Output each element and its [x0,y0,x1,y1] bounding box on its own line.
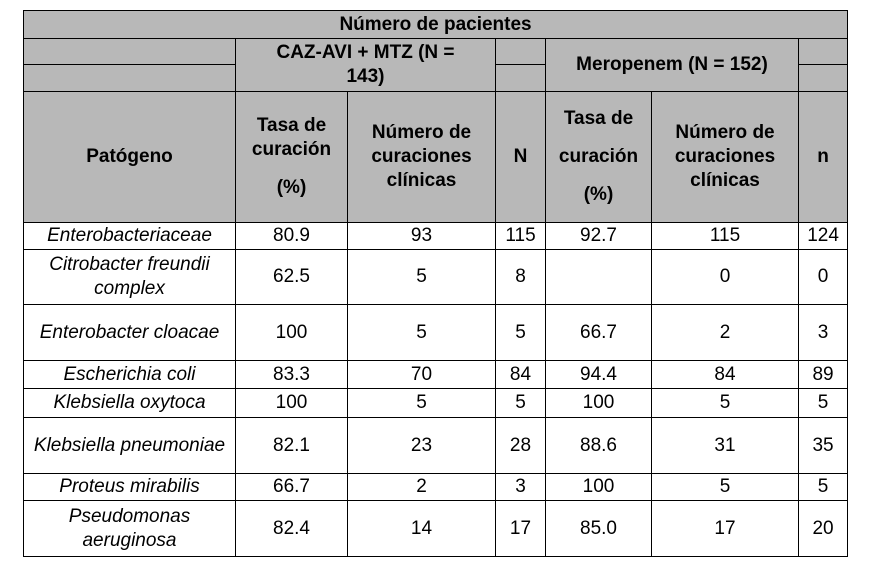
cure-rate-a-cell: 62.5 [236,250,348,305]
cures-b-line3: clínicas [690,170,760,191]
pathogen-cell: Klebsiella pneumoniae [24,418,236,474]
cure-rate-b-cell: 92.7 [546,223,652,250]
cures-a-cell: 5 [348,389,496,418]
header-blank [496,39,546,65]
cures-b-cell: 17 [652,501,799,557]
cures-b-line1: Número de [675,122,775,143]
n-b-cell: 89 [799,361,848,389]
table-row [24,223,848,250]
cures-b-cell: 84 [652,361,799,389]
n-a-cell: 28 [496,418,546,474]
cure-rate-b-cell: 66.7 [546,305,652,361]
cure-rate-a-cell: 83.3 [236,361,348,389]
cures-a-line1: Número de [371,122,472,143]
header-blank [24,65,236,92]
n-a-cell: 5 [496,389,546,418]
n-a-cell: 8 [496,250,546,305]
cures-a-cell: 5 [348,305,496,361]
n-b-cell: 0 [799,250,848,305]
cure-rate-a-line3: (%) [276,177,307,198]
n-b-cell: 5 [799,474,848,501]
cures-a-cell: 23 [348,418,496,474]
n-b-cell: 20 [799,501,848,557]
cures-a-cell: 93 [348,223,496,250]
table-title: Número de pacientes [24,11,848,39]
col-pathogen-header: Patógeno [24,92,236,223]
cures-b-line2: curaciones [674,146,776,167]
n-a-cell: 3 [496,474,546,501]
cure-rate-a-line2: curación [251,139,332,160]
pathogen-cure-table [23,10,848,557]
table-row [24,501,848,557]
cure-rate-b-cell: 100 [546,474,652,501]
cure-rate-b-cell: 88.6 [546,418,652,474]
group-a-header [236,39,496,92]
cure-rate-b-cell: 100 [546,389,652,418]
col-cures-a-header [348,92,496,223]
group-a-header-line2: 143) [346,66,385,87]
pathogen-cell: Enterobacteriaceae [24,223,236,250]
cures-b-cell: 2 [652,305,799,361]
pathogen-cell: Enterobacter cloacae [24,305,236,361]
n-b-cell: 3 [799,305,848,361]
cures-a-line2: curaciones [371,146,472,167]
header-blank [24,39,236,65]
cure-rate-b-line1: Tasa de [563,108,634,129]
cures-a-line3: clínicas [386,170,457,191]
header-blank [799,39,848,65]
col-n-a-header: N [496,92,546,223]
cures-a-cell: 14 [348,501,496,557]
table-row [24,474,848,501]
cure-rate-a-cell: 82.1 [236,418,348,474]
n-a-cell: 17 [496,501,546,557]
cures-b-cell: 0 [652,250,799,305]
cures-a-cell: 2 [348,474,496,501]
pathogen-cell: Klebsiella oxytoca [24,389,236,418]
n-b-cell: 5 [799,389,848,418]
cure-rate-a-cell: 80.9 [236,223,348,250]
n-a-cell: 5 [496,305,546,361]
cure-rate-b-cell: 94.4 [546,361,652,389]
cures-a-cell: 70 [348,361,496,389]
pathogen-cell: Citrobacter freundii complex [24,250,236,305]
header-blank [496,65,546,92]
n-a-cell: 84 [496,361,546,389]
cure-rate-b-cell: 85.0 [546,501,652,557]
cure-rate-a-cell: 100 [236,389,348,418]
col-cures-b-header [652,92,799,223]
cures-b-cell: 5 [652,389,799,418]
group-a-header-line1: CAZ-AVI + MTZ (N = [276,42,455,63]
cures-a-cell: 5 [348,250,496,305]
cure-rate-a-cell: 100 [236,305,348,361]
group-b-header: Meropenem (N = 152) [546,39,799,92]
pathogen-cell: Escherichia coli [24,361,236,389]
cure-rate-a-cell: 66.7 [236,474,348,501]
col-cure-rate-a-header [236,92,348,223]
cures-b-cell: 5 [652,474,799,501]
cure-rate-b-line2: curación [558,146,639,167]
table-row [24,250,848,305]
table-row [24,418,848,474]
header-blank [799,65,848,92]
pathogen-cell: Pseudomonas aeruginosa [24,501,236,557]
table-row [24,361,848,389]
n-a-cell: 115 [496,223,546,250]
n-b-cell: 124 [799,223,848,250]
cure-rate-b-cell [546,250,652,305]
table-row [24,389,848,418]
cure-rate-a-cell: 82.4 [236,501,348,557]
table-row [24,305,848,361]
cure-rate-a-line1: Tasa de [256,115,327,136]
cure-rate-b-line3: (%) [583,184,614,205]
col-n-b-header: n [799,92,848,223]
pathogen-cell: Proteus mirabilis [24,474,236,501]
cures-b-cell: 31 [652,418,799,474]
n-b-cell: 35 [799,418,848,474]
col-cure-rate-b-header [546,92,652,223]
cures-b-cell: 115 [652,223,799,250]
